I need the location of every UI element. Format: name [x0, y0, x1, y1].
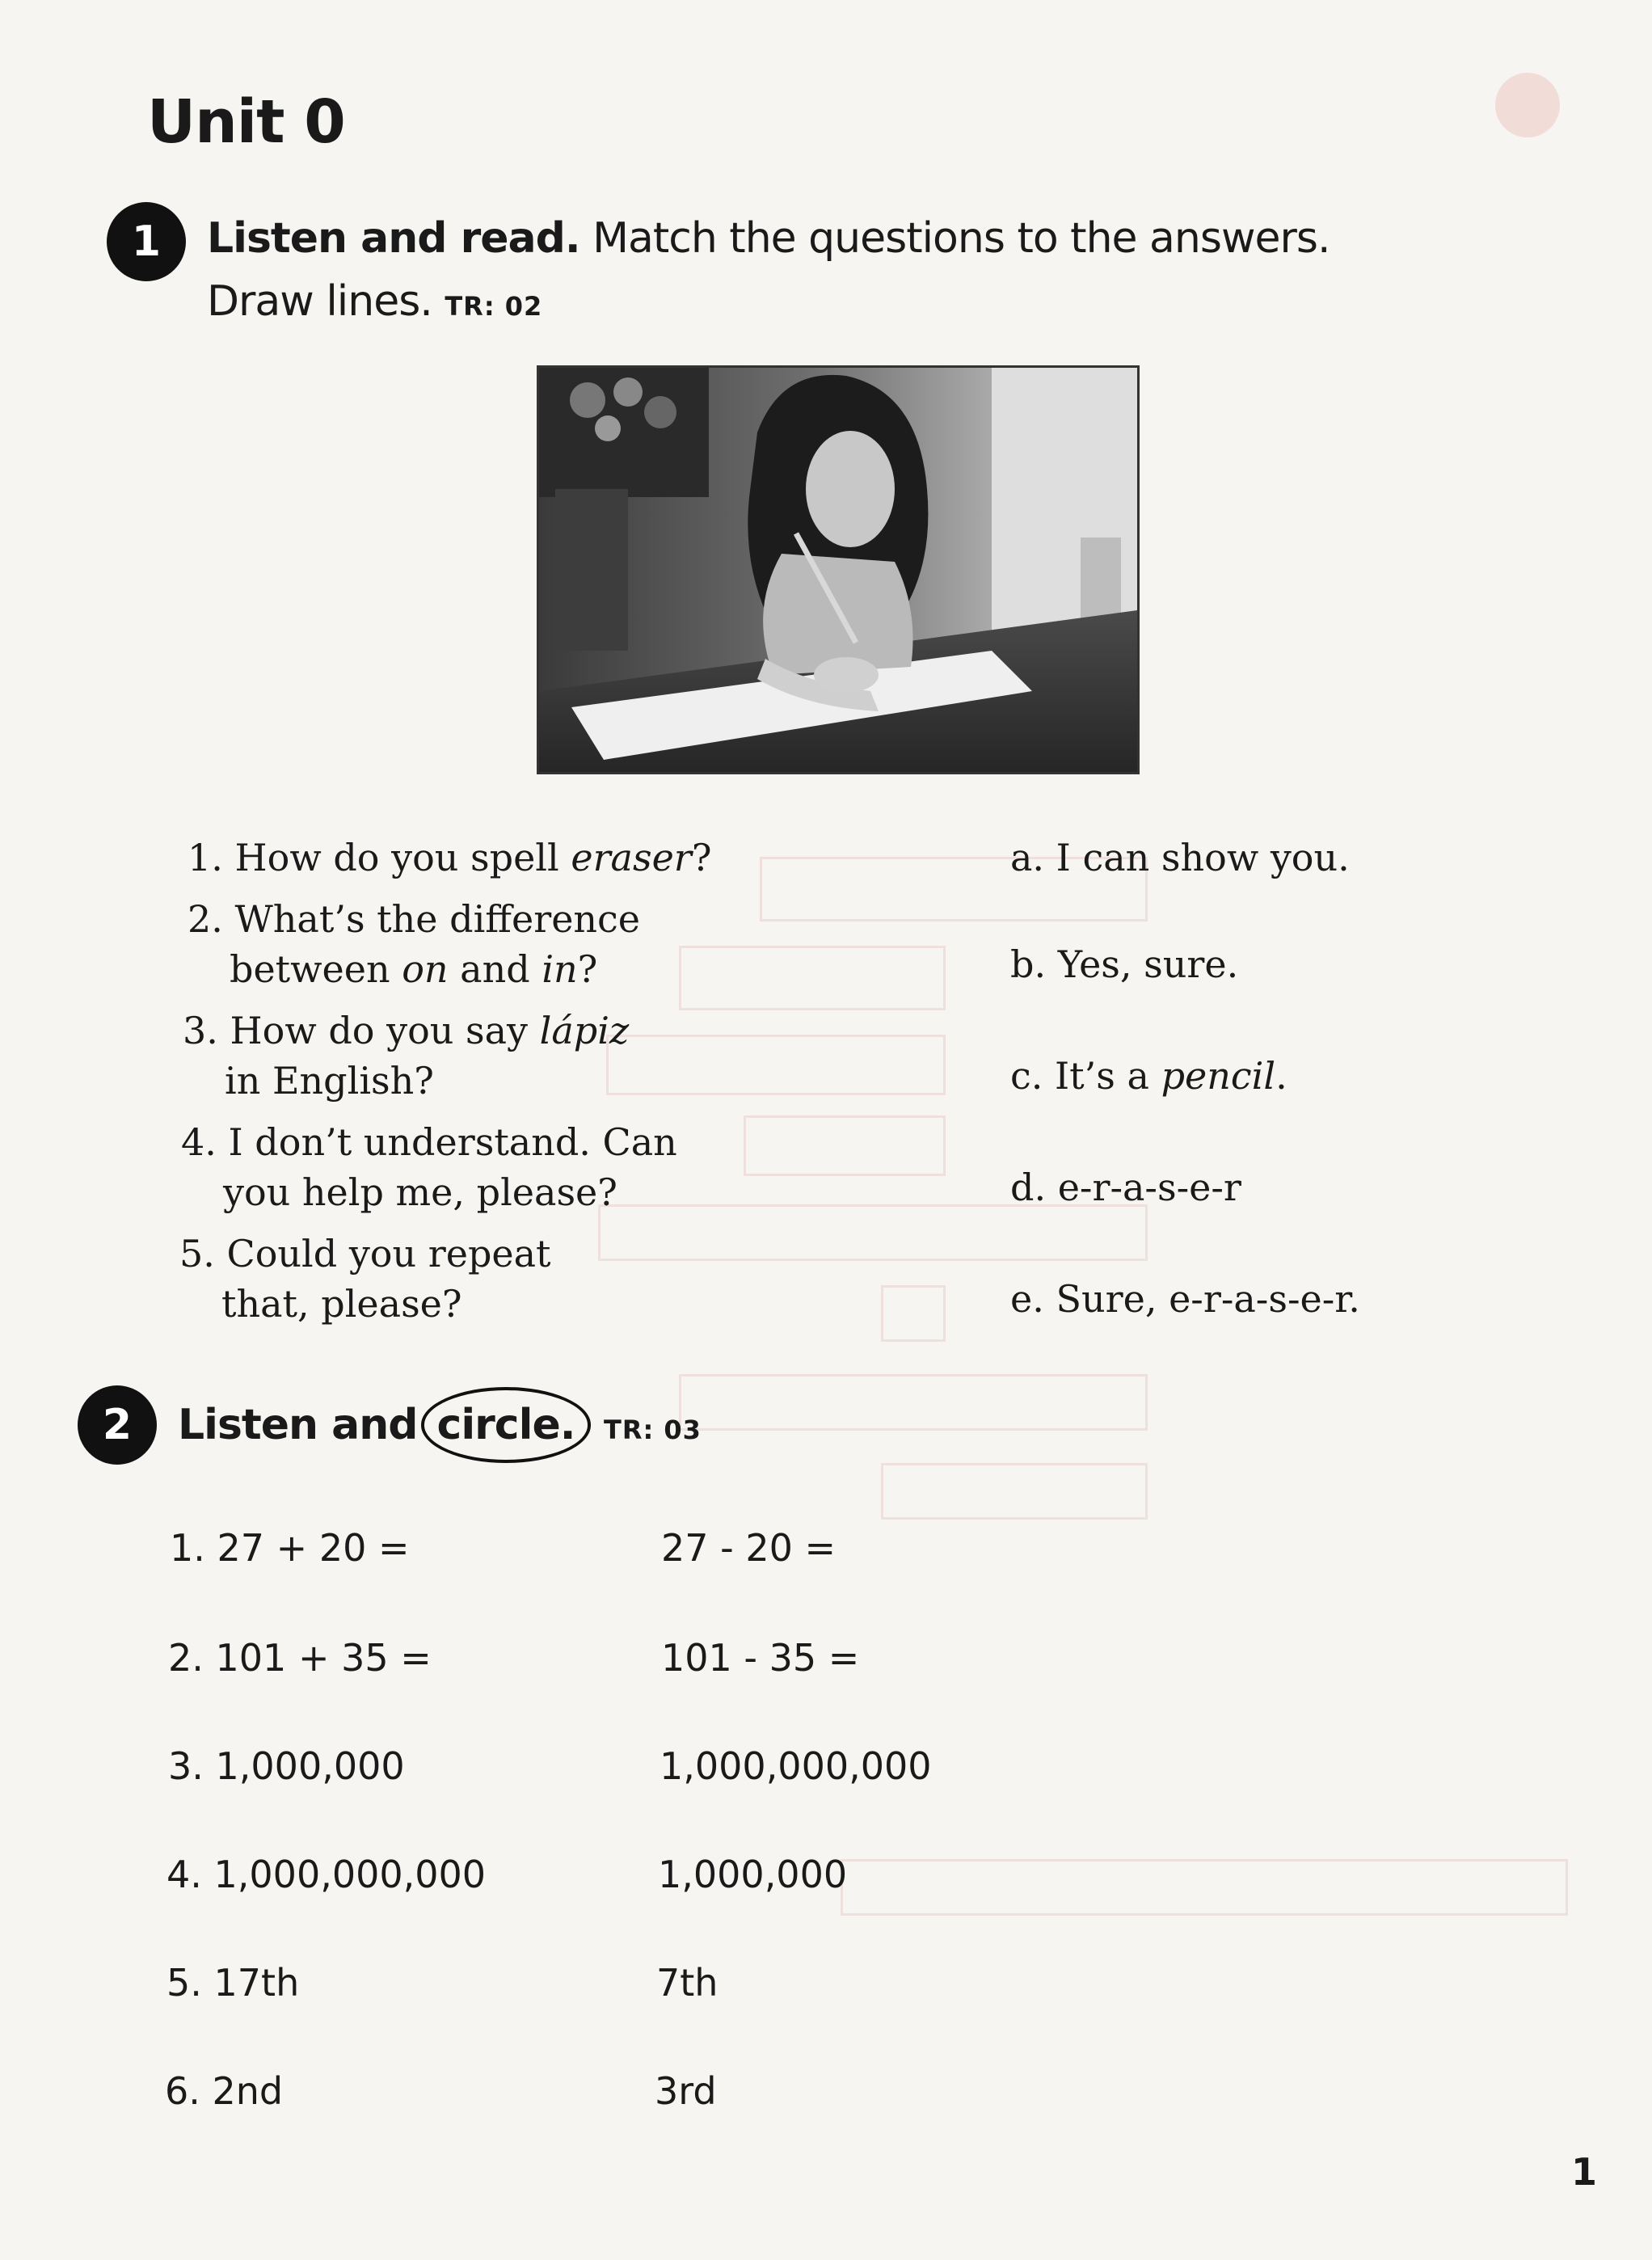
- exercise-2-instruction: [178, 1387, 702, 1463]
- exercise-1-instruction-bold: Listen and read.: [207, 214, 580, 263]
- item-number: 4.: [166, 1853, 202, 1896]
- page-number: 1: [1570, 2150, 1597, 2194]
- item-4-left[interactable]: [166, 1853, 486, 1896]
- question-punctuation: ?: [691, 836, 712, 879]
- answer-text: It’s a: [1055, 1054, 1161, 1098]
- question-number: 4.: [181, 1120, 217, 1164]
- answer-text: I can show you.: [1056, 836, 1350, 879]
- question-number: 5.: [179, 1232, 215, 1275]
- answer-c: [1010, 1051, 1287, 1101]
- question-number: 3.: [183, 1009, 218, 1052]
- exercise-1-number-badge: 1: [107, 202, 186, 281]
- item-option[interactable]: 17th: [213, 1961, 300, 2005]
- answer-b: [1010, 939, 1238, 989]
- item-3-right[interactable]: 1,000,000,000: [660, 1744, 932, 1788]
- item-3-left[interactable]: [168, 1744, 405, 1788]
- answer-letter: e.: [1010, 1277, 1044, 1321]
- question-text: and: [448, 947, 542, 991]
- photo-illustration: [539, 368, 1137, 772]
- question-text: you help me, please?: [223, 1170, 617, 1214]
- question-emphasis: in: [542, 947, 578, 991]
- question-number: 1.: [188, 836, 223, 879]
- question-number: 2.: [188, 897, 223, 941]
- answer-text: Yes, sure.: [1057, 942, 1239, 986]
- item-1-left[interactable]: [170, 1526, 410, 1570]
- item-5-left[interactable]: [166, 1961, 299, 2005]
- item-number: 6.: [165, 2069, 200, 2113]
- item-2-right[interactable]: 101 - 35 =: [661, 1636, 860, 1680]
- question-text: How do you spell: [234, 836, 571, 879]
- answer-letter: a.: [1010, 836, 1045, 879]
- answer-letter: c.: [1010, 1054, 1043, 1098]
- exercise-1-track: TR: 02: [445, 291, 543, 322]
- item-option[interactable]: 2nd: [212, 2069, 284, 2113]
- girl-writing-photo: [537, 365, 1140, 774]
- answer-text: e-r-a-s-e-r: [1057, 1166, 1241, 1209]
- question-text: I don’t understand. Can: [228, 1120, 677, 1164]
- item-6-left[interactable]: [165, 2069, 283, 2113]
- question-emphasis: lápiz: [539, 1009, 630, 1052]
- item-option[interactable]: 101 + 35 =: [215, 1636, 432, 1680]
- exercise-2-number-badge: 2: [78, 1385, 157, 1465]
- question-emphasis: on: [402, 947, 449, 991]
- circled-word: circle.: [421, 1387, 592, 1463]
- question-5: [179, 1229, 761, 1329]
- item-option[interactable]: 1,000,000: [215, 1744, 405, 1788]
- question-text: How do you say: [230, 1009, 540, 1052]
- question-text: Could you repeat: [226, 1232, 551, 1275]
- item-option[interactable]: 1,000,000,000: [213, 1853, 487, 1896]
- exercise-1-instruction-text: Match the questions to the answers.: [592, 214, 1330, 263]
- item-1-right[interactable]: 27 - 20 =: [661, 1526, 837, 1570]
- item-number: 3.: [168, 1744, 204, 1788]
- question-3: [183, 1006, 765, 1106]
- unit-title: Unit 0: [147, 87, 345, 157]
- question-text: between: [230, 947, 402, 991]
- item-5-right[interactable]: 7th: [656, 1961, 719, 2005]
- question-4: [181, 1117, 763, 1217]
- question-punctuation: ?: [577, 947, 598, 991]
- item-6-right[interactable]: 3rd: [655, 2069, 717, 2113]
- exercise-2-track: TR: 03: [604, 1415, 702, 1445]
- question-text: that, please?: [221, 1282, 462, 1326]
- item-option[interactable]: 27 + 20 =: [217, 1526, 410, 1570]
- item-number: 1.: [170, 1526, 205, 1570]
- answer-emphasis: pencil: [1161, 1054, 1276, 1098]
- answer-letter: b.: [1010, 942, 1047, 986]
- item-number: 5.: [166, 1961, 202, 2005]
- question-2: [188, 894, 769, 994]
- answer-letter: d.: [1010, 1166, 1047, 1209]
- question-1: [188, 833, 769, 883]
- answer-text: Sure, e-r-a-s-e-r.: [1056, 1277, 1360, 1321]
- answer-e: [1010, 1274, 1360, 1324]
- exercise-1-instruction: [207, 207, 1330, 338]
- answer-punctuation: .: [1275, 1054, 1287, 1098]
- item-number: 2.: [168, 1636, 204, 1680]
- item-4-right[interactable]: 1,000,000: [658, 1853, 848, 1896]
- question-text: in English?: [225, 1059, 434, 1103]
- exercise-2-instruction-bold: Listen and: [178, 1401, 418, 1449]
- exercise-1-instruction-line2: Draw lines.: [207, 277, 432, 326]
- answer-a: [1010, 833, 1350, 883]
- question-emphasis: eraser: [571, 836, 692, 879]
- item-2-left[interactable]: [168, 1636, 432, 1680]
- answer-d: [1010, 1162, 1241, 1212]
- question-text: What’s the difference: [234, 897, 641, 941]
